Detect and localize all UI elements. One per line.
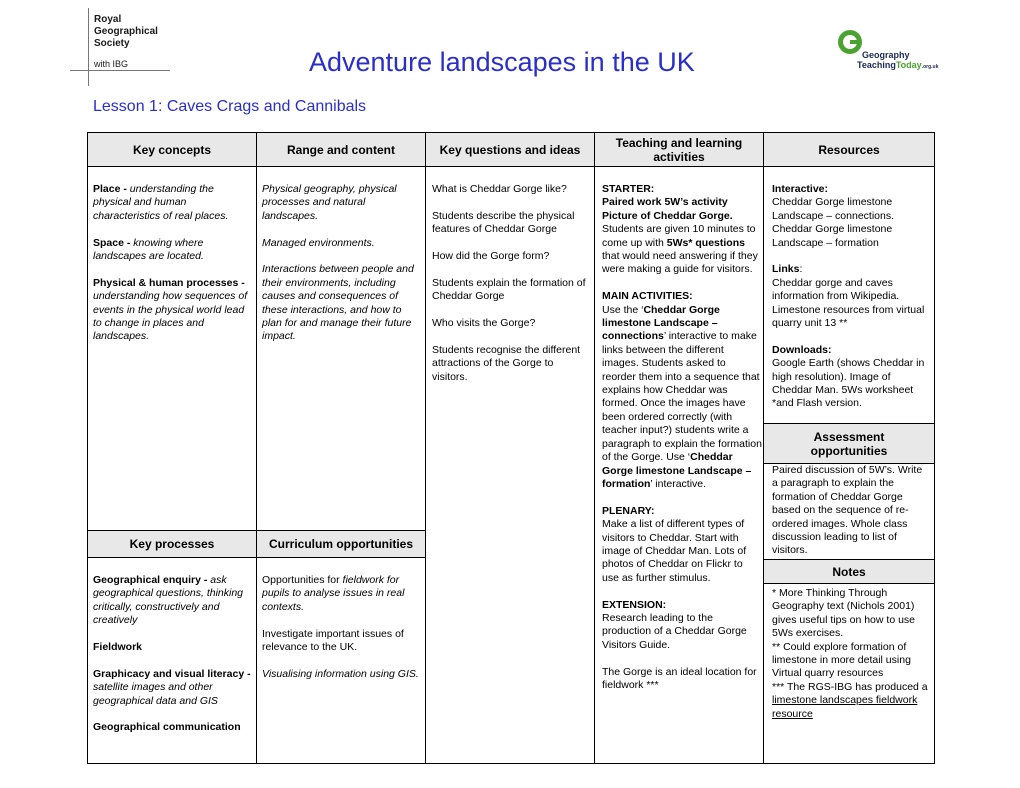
teaching-activities-cell [602, 183, 762, 692]
idea-2: Students explain the formation of Cheddar Gorge [432, 276, 586, 303]
process-enquiry: Geographical enquiry - ask geographical questions, thinking critically, constructively and creatively [93, 574, 244, 627]
lesson-title: Lesson 1: Caves Crags and Cannibals [93, 98, 367, 115]
header-curriculum-opportunities: Curriculum opportunities [257, 531, 425, 557]
note-3: *** The RGS-IBG has produced a limestone landscapes fieldwork resource [772, 680, 928, 720]
question-1: What is Cheddar Gorge like? [432, 183, 567, 195]
starter-heading: STARTER: [602, 183, 655, 195]
note-1: * More Thinking Through Geography text (Nichols 2001) gives useful tips on how to use 5Ws exercises. [772, 587, 916, 640]
resources-interactive-text: Cheddar Gorge limestone Landscape – connections. Cheddar Gorge limestone Landscape – formation [772, 196, 895, 249]
starter-paired: Paired work 5W’s activity [602, 196, 728, 209]
header-resources: Resources [764, 133, 934, 166]
idea-3: Students recognise the different attractions of the Gorge to visitors. [432, 343, 581, 383]
assessment-cell [772, 464, 930, 558]
extension-text-2: The Gorge is an ideal location for fieldwork *** [602, 665, 757, 691]
col-divider-3 [594, 133, 595, 763]
notes-cell [772, 587, 932, 721]
header-row-border [88, 166, 934, 167]
page-title: Adventure landscapes in the UK [309, 47, 695, 77]
process-graphicacy: Graphicacy and visual literacy - satellite images and other geographical data and GIS [93, 667, 251, 707]
notes-border-bottom [763, 583, 934, 584]
geography-teaching-today-logo [836, 28, 956, 78]
note-2: ** Could explore formation of limestone in more detail using Virtual quarry resources [772, 640, 911, 680]
resources-downloads-heading: Downloads: [772, 343, 832, 356]
range-item-1: Physical geography, physical processes and natural landscapes. [262, 183, 397, 222]
process-communication: Geographical communication [93, 721, 241, 734]
extension-heading: EXTENSION: [602, 598, 667, 611]
rgs-logo-ibg: with IBG [94, 59, 129, 69]
extension-text: Research leading to the production of a Cheddar Gorge Visitors Guide. [602, 611, 747, 651]
process-fieldwork: Fieldwork [93, 641, 143, 654]
resources-links-text: Cheddar gorge and caves information from Wikipedia. Limestone resources from virtual quarry unit 13 ** [772, 276, 925, 330]
concept-physical-human: Physical & human processes - understanding how sequences of events in the physical world lead to change in places and landscapes. [93, 276, 248, 343]
rgs-logo-text: Royal Geographical Society [94, 14, 158, 49]
rgs-logo [70, 8, 180, 84]
range-item-2: Managed environments. [262, 236, 375, 249]
concept-space: Space - knowing where landscapes are located. [93, 236, 204, 263]
resources-links-heading: Links: [772, 263, 803, 276]
gt-logo-line2: TeachingToday.org.uk [857, 60, 939, 70]
gt-logo-line1: Geography [862, 50, 910, 60]
key-processes-border-bottom [88, 557, 425, 558]
main-text: Use the ‘Cheddar Gorge limestone Landscape – connections’ interactive to make links between the different images. Students asked to reorder them into a sequence that explains how Cheddar was formed. Once the images have been ordered correctly (with teacher input?) students write a paragraph to explain the formation of the Gorge. Use ‘Cheddar Gorge limestone Landscape – formation’ interactive. [602, 303, 762, 490]
limestone-fieldwork-link[interactable]: limestone landscapes fieldwork resource [772, 694, 918, 720]
resources-cell [772, 183, 930, 411]
header-key-concepts: Key concepts [88, 133, 256, 166]
header-teaching-activities: Teaching and learning activities [595, 133, 763, 166]
resources-downloads-text: Google Earth (shows Cheddar in high resolution). Image of Cheddar Man. 5Ws worksheet *and Flash version. [772, 357, 925, 410]
curriculum-cell [262, 574, 422, 681]
curriculum-item-2: Investigate important issues of relevance to the UK. [262, 627, 404, 654]
resources-interactive-heading: Interactive: [772, 183, 829, 195]
main-heading: MAIN ACTIVITIES: [602, 290, 693, 303]
question-3: Who visits the Gorge? [432, 317, 536, 329]
header-notes: Notes [764, 560, 934, 583]
lesson-plan-table [87, 132, 935, 764]
range-item-3: Interactions between people and their environments, including causes and consequences of these interactions, and how to plan for and manage their future impact. [262, 263, 414, 343]
header-range-content: Range and content [257, 133, 425, 166]
key-processes-cell [93, 574, 253, 735]
plenary-text: Make a list of different types of visitors to Cheddar. Start with image of Cheddar Man. Lots of photos of Cheddar on Flickr to use as further stimulus. [602, 518, 747, 584]
assessment-text: Paired discussion of 5W’s. Write a paragraph to explain the formation of Cheddar Gorge based on the sequence of re-ordered images. Whole class discussion leading to list of visitors. [772, 464, 923, 557]
logo-divider-horizontal [70, 70, 170, 71]
curriculum-item-3: Visualising information using GIS. [262, 667, 419, 680]
key-questions-cell [432, 183, 590, 384]
curriculum-item-1: Opportunities for fieldwork for pupils to analyse issues in real contexts. [262, 574, 405, 613]
range-content-cell [262, 183, 422, 344]
logo-divider-vertical [88, 8, 89, 86]
question-2: How did the Gorge form? [432, 250, 550, 262]
plenary-heading: PLENARY: [602, 504, 655, 517]
header-key-processes: Key processes [88, 531, 256, 557]
col-divider-2 [425, 133, 426, 763]
idea-1: Students describe the physical features of Cheddar Gorge [432, 209, 575, 236]
header-key-questions: Key questions and ideas [426, 133, 594, 166]
starter-text: Students are given 10 minutes to come up with 5Ws* questions that would need answering if they were making a guide for visitors. [602, 223, 758, 276]
concept-place: Place - understanding the physical and human characteristics of real places. [93, 183, 229, 222]
header-assessment-opportunities: Assessment opportunities [764, 424, 934, 463]
col-divider-1 [256, 133, 257, 763]
starter-picture: Picture of Cheddar Gorge. [602, 209, 733, 222]
key-concepts-cell [93, 183, 253, 344]
